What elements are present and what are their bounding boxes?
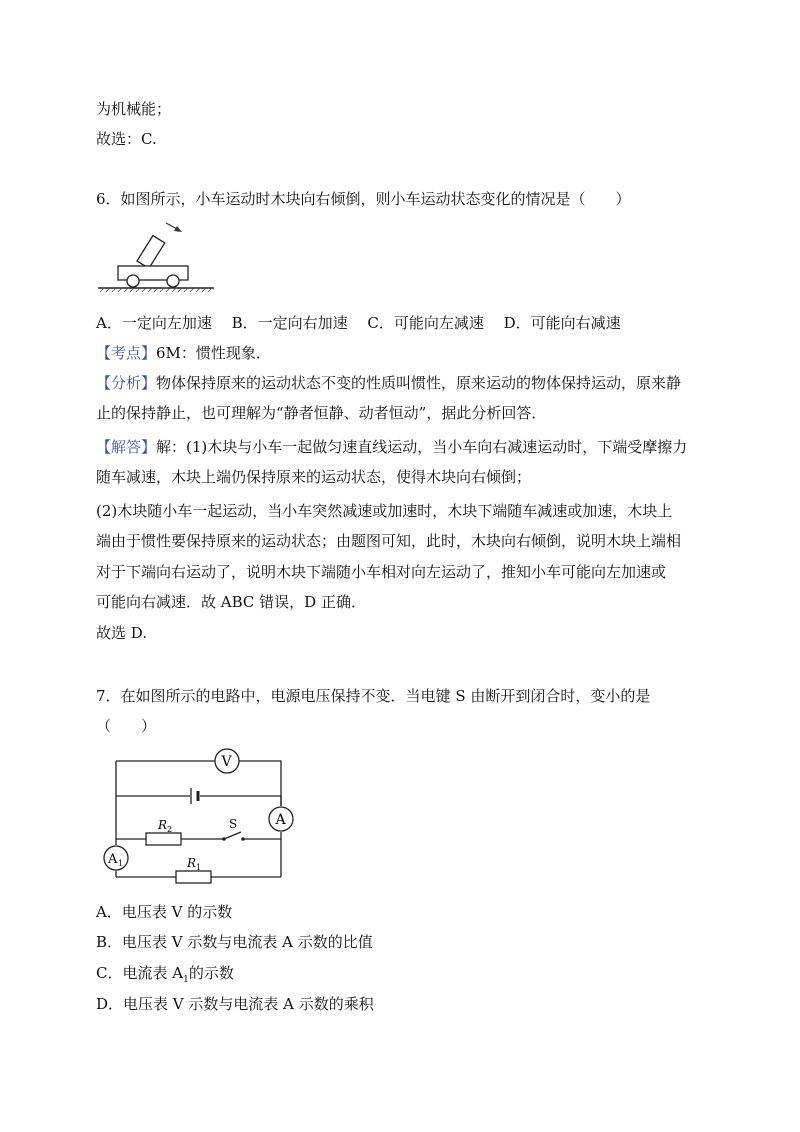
question-7-stem-2: （ ）: [96, 717, 157, 735]
cart-figure: [96, 218, 218, 296]
text-line: 为机械能；: [96, 100, 172, 118]
r1-subscript: 1: [196, 863, 202, 872]
switch-label: S: [229, 817, 238, 831]
answer-line: 故选 D.: [96, 624, 148, 642]
kaodian-line: [96, 343, 271, 363]
jieda-tag: 【解答】: [96, 438, 157, 456]
fenxi-text-1: 物体保持原来的运动状态不变的性质叫惯性，原来运动的物体保持运动，原来静: [156, 374, 682, 392]
fenxi-line-1: [96, 373, 681, 393]
jieda-line-3: (2)木块随小车一起运动，当小车突然减速或加速时，木块下端随车减速或加速，木块上: [96, 502, 673, 520]
jieda-text-1: 解：(1)木块与小车一起做匀速直线运动，当小车向右减速运动时，下端受摩擦力: [156, 438, 688, 456]
option-c-subscript: 1: [183, 975, 189, 985]
option-c-text-end: 的示数: [188, 964, 234, 982]
fenxi-line-2: 止的保持静止，也可理解为“静者恒静、动者恒动”，据此分析回答．: [96, 404, 547, 422]
option-a: A．电压表 V 的示数: [96, 903, 233, 921]
answer-line: 故选：C.: [96, 130, 157, 148]
r2-label: R: [158, 818, 168, 832]
jieda-line-1: [96, 437, 687, 457]
ammeter-label: A: [275, 812, 286, 828]
question-6-options: A．一定向左加速 B．一定向右加速 C．可能向左减速 D．可能向右减速: [96, 314, 621, 332]
jieda-line-6: 可能向右减速．故 ABC 错误，D 正确．: [96, 593, 366, 611]
fenxi-tag: 【分析】: [96, 374, 157, 392]
jieda-line-4: 端由于惯性要保持原来的运动状态；由题图可知，此时，木块向右倾倒，说明木块上端相: [96, 532, 682, 550]
ammeter-a1-label: A: [108, 852, 118, 867]
r2-subscript: 2: [167, 825, 173, 834]
r1-label: R: [187, 856, 197, 870]
voltmeter-label: V: [221, 754, 232, 770]
question-6-stem: 6．如图所示，小车运动时木块向右倾倒，则小车运动状态变化的情况是（ ）: [96, 190, 631, 208]
question-7-stem-1: 7．在如图所示的电路中，电源电压保持不变．当电键 S 由断开到闭合时，变小的是: [96, 687, 651, 705]
option-c-text: C．电流表 A: [96, 964, 184, 982]
kaodian-text: 6M：惯性现象．: [156, 344, 271, 362]
option-b: B．电压表 V 示数与电流表 A 示数的比值: [96, 933, 373, 951]
option-c: [96, 963, 234, 990]
circuit-figure: [96, 744, 306, 886]
kaodian-tag: 【考点】: [96, 344, 157, 362]
jieda-line-5: 对于下端向右运动了，说明木块下端随小车相对向左运动了，推知小车可能向左加速或: [96, 563, 667, 581]
jieda-line-2: 随车减速，木块上端仍保持原来的运动状态，使得木块向右倾倒；: [96, 468, 532, 486]
ammeter-a1-subscript: 1: [118, 859, 124, 868]
option-d: D．电压表 V 示数与电流表 A 示数的乘积: [96, 995, 374, 1013]
